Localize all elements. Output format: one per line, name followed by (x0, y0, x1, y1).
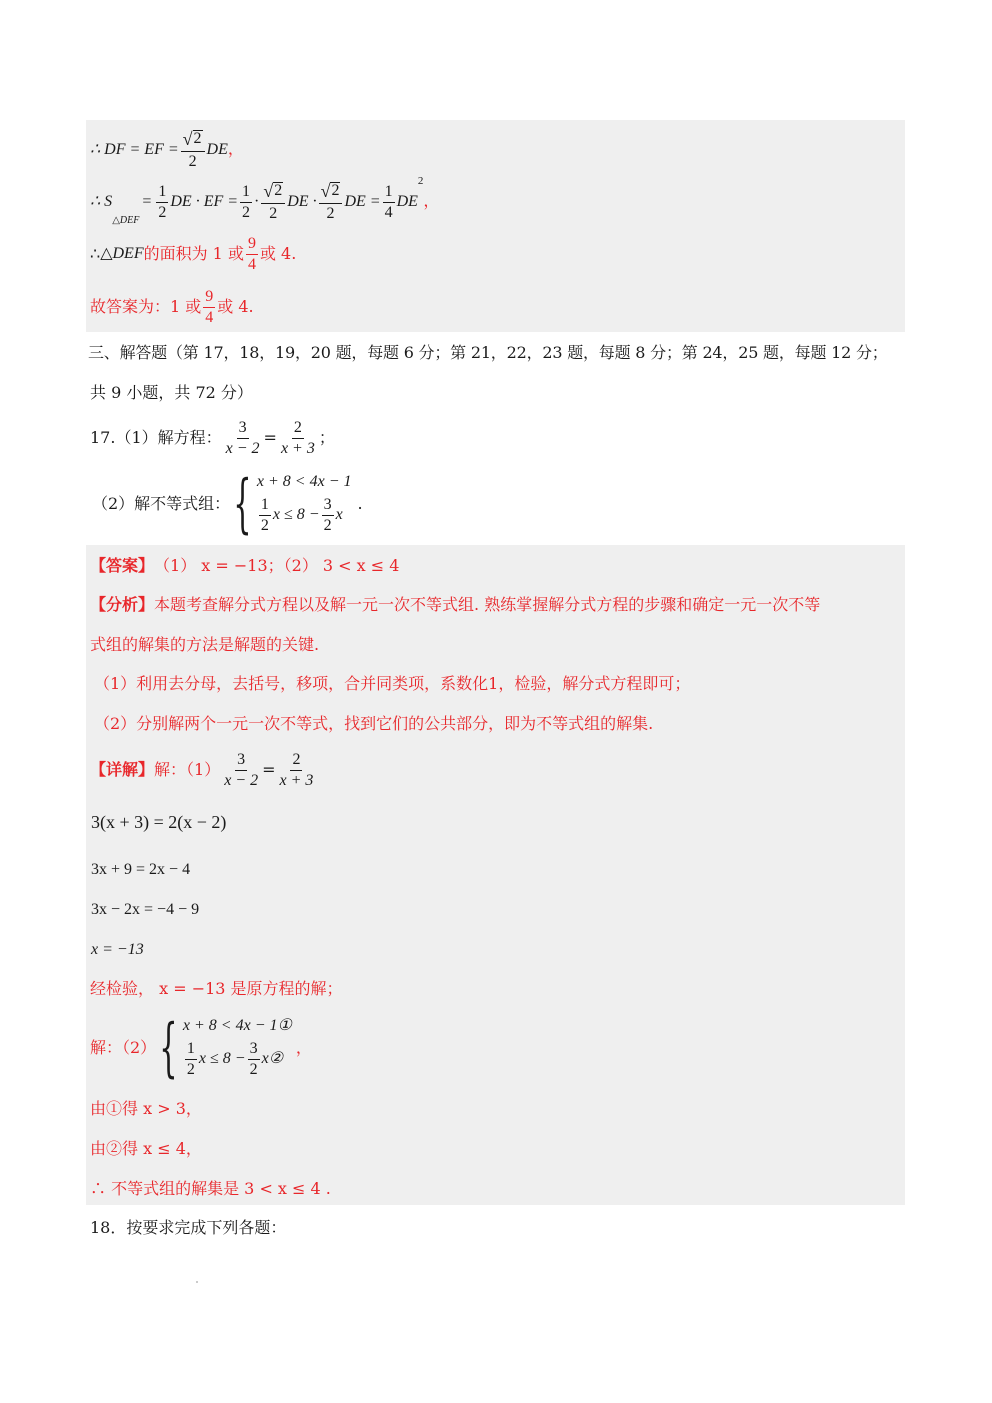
speck (196, 1281, 198, 1283)
prev-line-3-tail: 或 4. (259, 244, 297, 263)
system-row-2 (257, 496, 352, 534)
q18-line (90, 1218, 286, 1238)
step-1-text: 3(x + 3) = 2(x − 2) (91, 812, 227, 832)
detail-lead: 解：（1） (154, 760, 221, 779)
frac-den: 2 (323, 516, 332, 534)
step-3 (91, 900, 199, 920)
system-row-2-mid: x ≤ 8 − (198, 1050, 246, 1067)
frac-den: x − 2 (224, 771, 259, 789)
analysis-line-2 (90, 635, 319, 655)
result-1-text: 由①得 x > 3， (90, 1099, 202, 1118)
detail-part2-end: ， (295, 1038, 312, 1057)
frac-den: 2 (249, 1060, 258, 1078)
prev-answer-tail: 或 4. (217, 297, 254, 316)
frac-den: 2 (242, 203, 251, 221)
prev-line-1-lead: ∴ DF = EF = (90, 141, 179, 158)
prev-line-2-punct: ， (423, 193, 440, 210)
prev-line-3 (90, 232, 296, 276)
prev-line-1 (90, 128, 244, 172)
q17-part2-end: . (357, 494, 363, 513)
step-2 (91, 860, 190, 880)
result-3 (90, 1179, 331, 1199)
result-2-text: 由②得 x ≤ 4， (90, 1139, 202, 1158)
expr-part: DE · EF = (170, 193, 239, 210)
detail-part2-lead: 解：（2） (90, 1038, 157, 1057)
frac-den: 2 (269, 204, 278, 222)
frac-num: 3 (235, 751, 247, 771)
sqrt2-over-2: √ 2 2 (181, 130, 205, 170)
result-1 (90, 1099, 202, 1119)
expr-part: DE · (287, 193, 317, 210)
frac-den: 2 (260, 516, 269, 534)
prev-line-3-mid: 的面积为 1 或 (143, 244, 244, 263)
result-2 (90, 1139, 202, 1159)
check-text: 经检验， x = −13 是原方程的解； (90, 979, 343, 998)
expr-part: DE = (344, 193, 381, 210)
frac-den: 2 (158, 203, 167, 221)
sqrt-value: 2 (274, 181, 283, 199)
analysis-line-1 (90, 595, 820, 615)
q17-part2 (92, 468, 363, 540)
prev-answer-lead: 故答案为：1 或 (90, 297, 202, 316)
area-subscript: △DEF (112, 215, 140, 226)
q17-part1-label: 17.（1）解方程： (90, 428, 222, 447)
frac-den: 2 (186, 1060, 195, 1078)
result-3-text: ∴ 不等式组的解集是 3 < x ≤ 4 . (90, 1179, 331, 1198)
dot-operator: · (254, 193, 260, 210)
inequality-system (257, 474, 352, 534)
prev-line-1-tail: DE (206, 141, 228, 158)
analysis-text-4: （2）分别解两个一元一次不等式，找到它们的公共部分，即为不等式组的解集. (94, 714, 654, 733)
frac-den: 4 (384, 203, 393, 221)
frac-num: 2 (292, 419, 304, 439)
system-row-2 (183, 1040, 292, 1078)
detail-line-1 (90, 748, 317, 792)
step-4 (91, 940, 144, 960)
prev-answer-line (90, 285, 254, 329)
frac-den: 2 (326, 204, 335, 222)
frac-num: 1 (185, 1040, 197, 1060)
frac-den: 2 (188, 152, 197, 170)
therefore-sign: ∴ (90, 244, 101, 263)
system-row-2-mid: x ≤ 8 − (272, 506, 320, 523)
detail-tag: 【详解】 (90, 760, 155, 779)
frac-num: 1 (383, 183, 395, 203)
section-heading-line-1 (88, 343, 888, 363)
equals-sign: = (142, 193, 152, 210)
analysis-line-3 (94, 674, 690, 694)
detail-inequality-system (183, 1018, 292, 1078)
frac-num: 1 (259, 496, 271, 516)
frac-num: 9 (203, 288, 215, 308)
frac-den: x + 3 (279, 771, 314, 789)
frac-den: x − 2 (225, 439, 260, 457)
frac-den: 4 (247, 255, 256, 273)
system-row-2-end: x (335, 506, 343, 523)
frac-den: 4 (205, 308, 214, 326)
frac-num: 1 (240, 183, 252, 203)
system-row-2-end: x② (261, 1050, 284, 1067)
analysis-text-2: 式组的解集的方法是解题的关键. (90, 635, 320, 654)
section-heading-text: 三、解答题（第 17，18，19，20 题，每题 6 分；第 21，22，23 题，每题 8 分；第 24，25 题，每题 12 分； (88, 343, 888, 362)
step-1 (91, 810, 226, 834)
section-heading-text-2: 共 9 小题，共 72 分） (90, 383, 253, 402)
frac-num: 1 (156, 183, 168, 203)
step-4-text: x = −13 (91, 941, 144, 958)
detail-part2 (90, 1010, 312, 1086)
step-2-text: 3x + 9 = 2x − 4 (91, 861, 191, 878)
q18-text: 18．按要求完成下列各题： (90, 1218, 287, 1237)
analysis-text-1: 本题考查解分式方程以及解一元一次不等式组. 熟练掌握解分式方程的步骤和确定一元一次不等 (154, 595, 821, 614)
q17-part1-end: ； (318, 428, 335, 447)
frac-num: 2 (290, 751, 302, 771)
left-brace: { (233, 467, 252, 541)
detail-equation (220, 751, 317, 789)
prev-line-1-punct: ， (227, 141, 244, 158)
answer-line (90, 556, 399, 576)
answer-text: （1） x = −13；（2） 3 < x ≤ 4 (154, 556, 400, 575)
expr-part: DE (396, 193, 418, 210)
exponent: 2 (417, 175, 424, 187)
answer-tag: 【答案】 (90, 556, 155, 575)
equals-sign: = (263, 428, 277, 447)
step-3-text: 3x − 2x = −4 − 9 (91, 901, 200, 918)
left-brace: { (159, 1011, 178, 1085)
system-row-1: x + 8 < 4x − 1 (256, 472, 352, 490)
frac-num: 3 (237, 419, 249, 439)
prev-line-2: ∴ S △DEF = $\frac{1}{2}$ DE · EF = $\frac{1}{2}$ · √ 2 2 DE · √ 2 2 DE = $\frac{1}{4}$ DE 2 ， (90, 175, 440, 226)
sqrt-value: 2 (331, 181, 340, 199)
analysis-text-3: （1）利用去分母，去括号，移项，合并同类项，系数化1，检验，解分式方程即可； (94, 674, 691, 693)
q17-part1 (90, 416, 335, 460)
check-line (90, 979, 343, 999)
q17-part2-label: （2）解不等式组： (92, 494, 231, 513)
frac-num: 3 (322, 496, 334, 516)
section-heading-line-2 (90, 383, 253, 403)
triangle-label: △DEF (100, 245, 144, 262)
frac-num: 9 (246, 235, 258, 255)
area-symbol: ∴ S (90, 193, 113, 210)
sqrt-value: 2 (193, 129, 202, 147)
frac-num: 3 (248, 1040, 260, 1060)
analysis-line-4 (94, 714, 653, 734)
system-row-1: x + 8 < 4x − 1① (182, 1016, 292, 1034)
equals-sign: = (262, 760, 276, 779)
frac-den: x + 3 (280, 439, 315, 457)
analysis-tag: 【分析】 (90, 595, 155, 614)
